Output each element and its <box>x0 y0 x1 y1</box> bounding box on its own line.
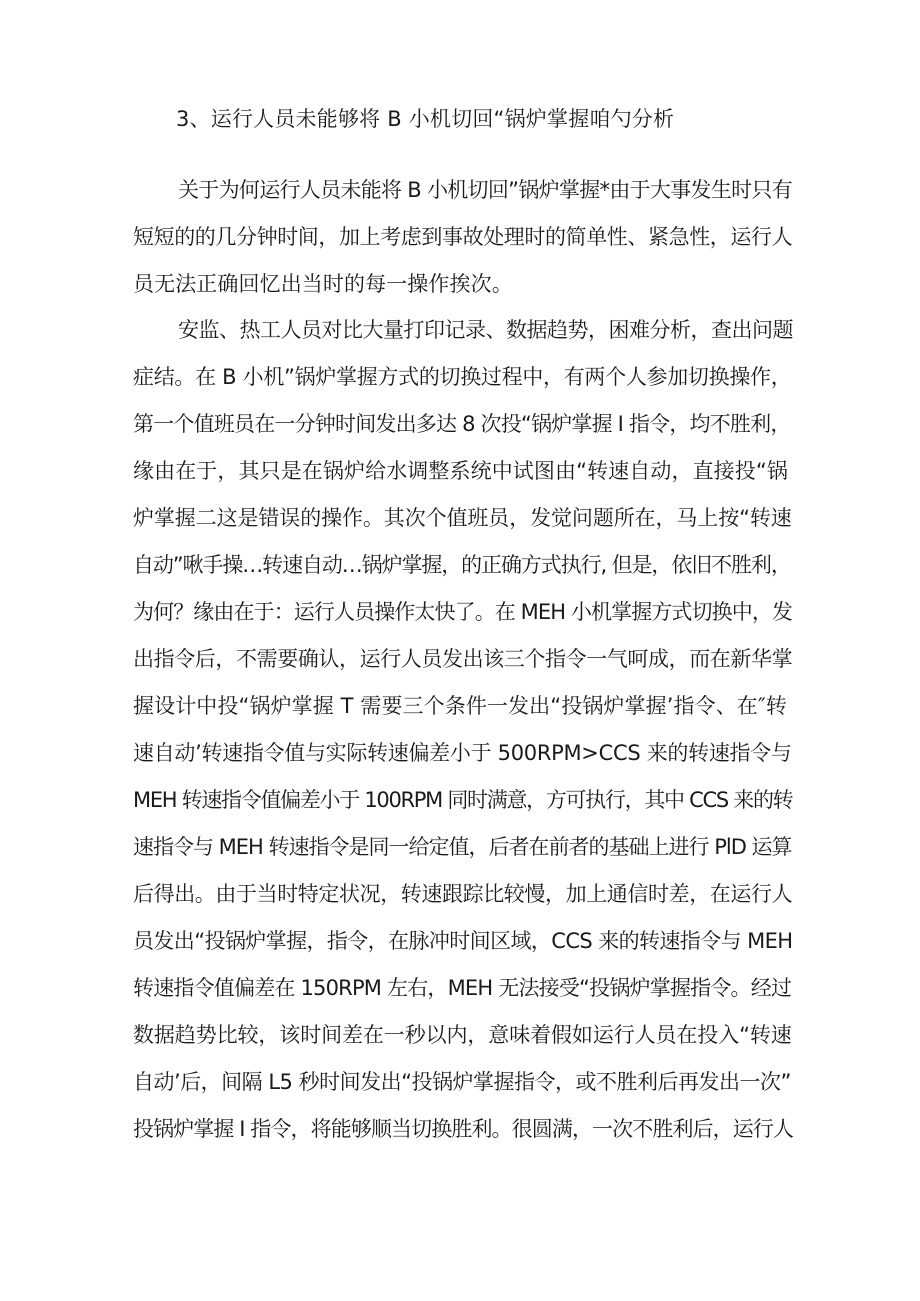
paragraph-line: 数据趋势比较，该时间差在一秒以内，意味着假如运行人员在投入“转速 <box>133 1023 792 1047</box>
paragraph-line: 炉掌握二这是错误的操作。其次个值班员，发觉问题所在，马上按“转速 <box>133 506 792 530</box>
paragraph-line: 投锅炉掌握 I 指令，将能够顺当切换胜利。很圆满，一次不胜利后，运行人 <box>133 1117 794 1141</box>
paragraph-line: 转速指令值偏差在 150RPM 左右，MEH 无法接受“投锅炉掌握指令。经过 <box>133 976 792 1000</box>
paragraph-line: 自动”啾手操…转速自动…锅炉掌握，的正确方式执行, 但是，依旧不胜利， <box>133 553 791 577</box>
paragraph-line: 速指令与 MEH 转速指令是同一给定值，后者在前者的基础上进行 PlD 运算 <box>133 835 792 859</box>
paragraph-line: 安监、热工人员对比大量打印记录、数据趋势，困难分析，查出问题 <box>178 318 793 342</box>
paragraph-line: 缘由在于，其只是在锅炉给水调整系统中试图由“转速自动，直接投“锅 <box>133 459 788 483</box>
paragraph-line: 速自动’转速指令值与实际转速偏差小于 500RPM>CCS 来的转速指令与 <box>133 741 792 765</box>
paragraph-line: 症结。在 B 小机”锅炉掌握方式的切换过程中，有两个人参加切换操作， <box>133 365 792 389</box>
paragraph-1 <box>133 167 793 308</box>
paragraph-line: 后得出。由于当时特定状况，转速跟踪比较慢，加上通信时差，在运行人 <box>133 882 793 906</box>
paragraph-line: 出指令后，不需要确认，运行人员发出该三个指令一气呵成，而在新华掌 <box>133 647 793 671</box>
paragraph-2 <box>133 307 793 1153</box>
section-heading: 3、运行人员未能够将 B 小机切回“锅炉掌握咱勺分析 <box>176 107 675 131</box>
paragraph-line: 员无法正确回忆出当时的每一操作挨次。 <box>133 272 513 296</box>
paragraph-line: 第一个值班员在一分钟时间发出多达 8 次投“锅炉掌握 I 指令，均不胜利， <box>133 412 791 436</box>
paragraph-line: 关于为何运行人员未能将 B 小机切回”锅炉掌握*由于大事发生时只有 <box>178 178 793 202</box>
paragraph-line: 握设计中投“锅炉掌握 T 需要三个条件一发出“投锅炉掌握’指令、在″转 <box>133 694 787 718</box>
paragraph-line: 为何？缘由在于：运行人员操作太快了。在 MEH 小机掌握方式切换中，发 <box>133 600 793 624</box>
paragraph-line: 自动’后，间隔 L5 秒时间发出“投锅炉掌握指令，或不胜利后再发出一次” <box>133 1070 791 1094</box>
paragraph-line: 短短的的几分钟时间，加上考虑到事故处理时的简单性、紧急性，运行人 <box>133 225 793 249</box>
paragraph-line: 员发出“投锅炉掌握，指令，在脉冲时间区域，CCS 来的转速指令与 MEH <box>133 929 793 953</box>
paragraph-line: MEH 转速指令值偏差小于 100RPM 同时满意，方可执行，其中 CCS 来的转 <box>133 788 793 812</box>
